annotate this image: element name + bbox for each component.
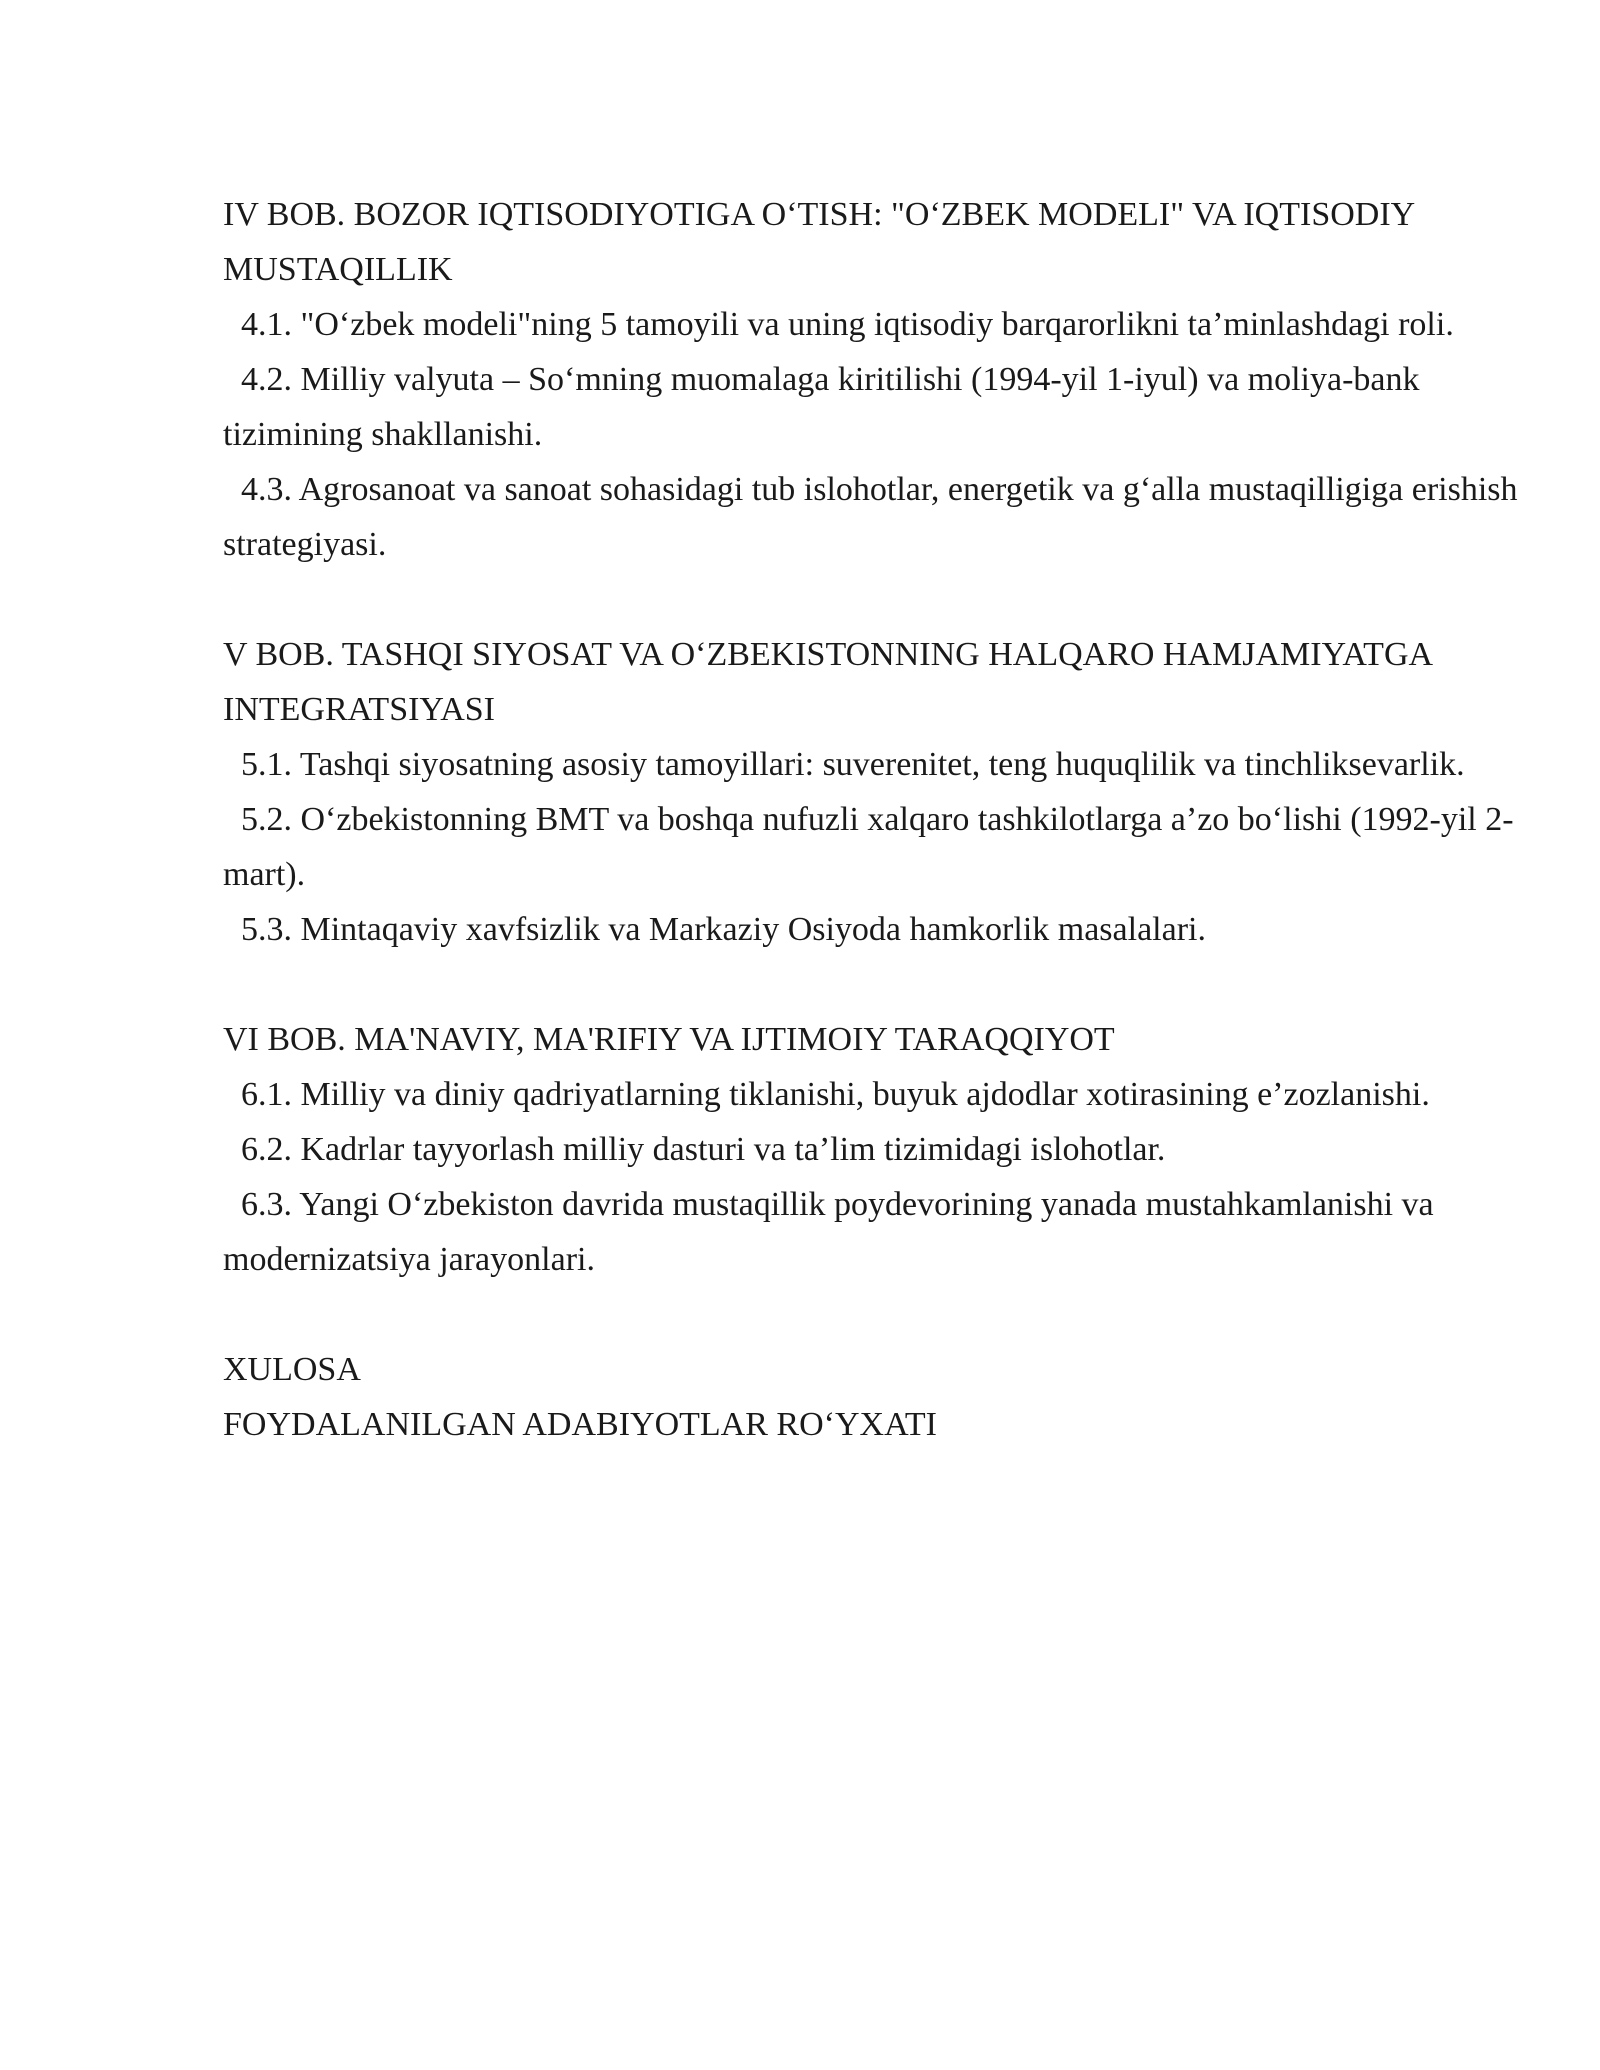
section-5-2: 5.2. O‘zbekistonning BMT va boshqa nufuzli xalqaro tashkilotlarga a’zo bo‘lishi (1992-yil 2-mart). [223, 801, 1514, 893]
section-4-3: 4.3. Agrosanoat va sanoat sohasidagi tub islohotlar, energetik va g‘alla mustaqilligiga erishish strategiyasi. [223, 471, 1518, 563]
conclusion-heading: XULOSA [223, 1351, 361, 1388]
section-6-2: 6.2. Kadrlar tayyorlash milliy dasturi va ta’lim tizimidagi islohotlar. [241, 1131, 1166, 1168]
section-4-1: 4.1. "O‘zbek modeli"ning 5 tamoyili va uning iqtisodiy barqarorlikni ta’minlashdagi roli. [241, 306, 1454, 343]
references-heading: FOYDALANILGAN ADABIYOTLAR RO‘YXATI [223, 1406, 937, 1443]
chapter-title: V BOB. TASHQI SIYOSAT VA O‘ZBEKISTONNING HALQARO HAMJAMIYATGA INTEGRATSIYASI [223, 636, 1432, 728]
chapter-iv [223, 187, 1523, 572]
chapter-title: IV BOB. BOZOR IQTISODIYOTIGA O‘TISH: "O‘ZBEK MODELI" VA IQTISODIY MUSTAQILLIK [223, 196, 1414, 288]
section-5-1: 5.1. Tashqi siyosatning asosiy tamoyillari: suverenitet, teng huquqlilik va tinchliksevarlik. [241, 746, 1465, 783]
chapter-v [223, 627, 1523, 957]
section-6-1: 6.1. Milliy va diniy qadriyatlarning tiklanishi, buyuk ajdodlar xotirasining e’zozlanishi. [241, 1076, 1430, 1113]
section-4-2: 4.2. Milliy valyuta – So‘mning muomalaga kiritilishi (1994-yil 1-iyul) va moliya-bank tizimining shakllanishi. [223, 361, 1420, 453]
section-5-3: 5.3. Mintaqaviy xavfsizlik va Markaziy Osiyoda hamkorlik masalalari. [241, 911, 1206, 948]
document-page [223, 187, 1523, 1452]
chapter-title: VI BOB. MA'NAVIY, MA'RIFIY VA IJTIMOIY TARAQQIYOT [223, 1021, 1115, 1058]
section-6-3: 6.3. Yangi O‘zbekiston davrida mustaqillik poydevorining yanada mustahkamlanishi va modernizatsiya jarayonlari. [223, 1186, 1434, 1278]
closing-block [223, 1342, 1523, 1452]
chapter-vi [223, 1012, 1523, 1287]
